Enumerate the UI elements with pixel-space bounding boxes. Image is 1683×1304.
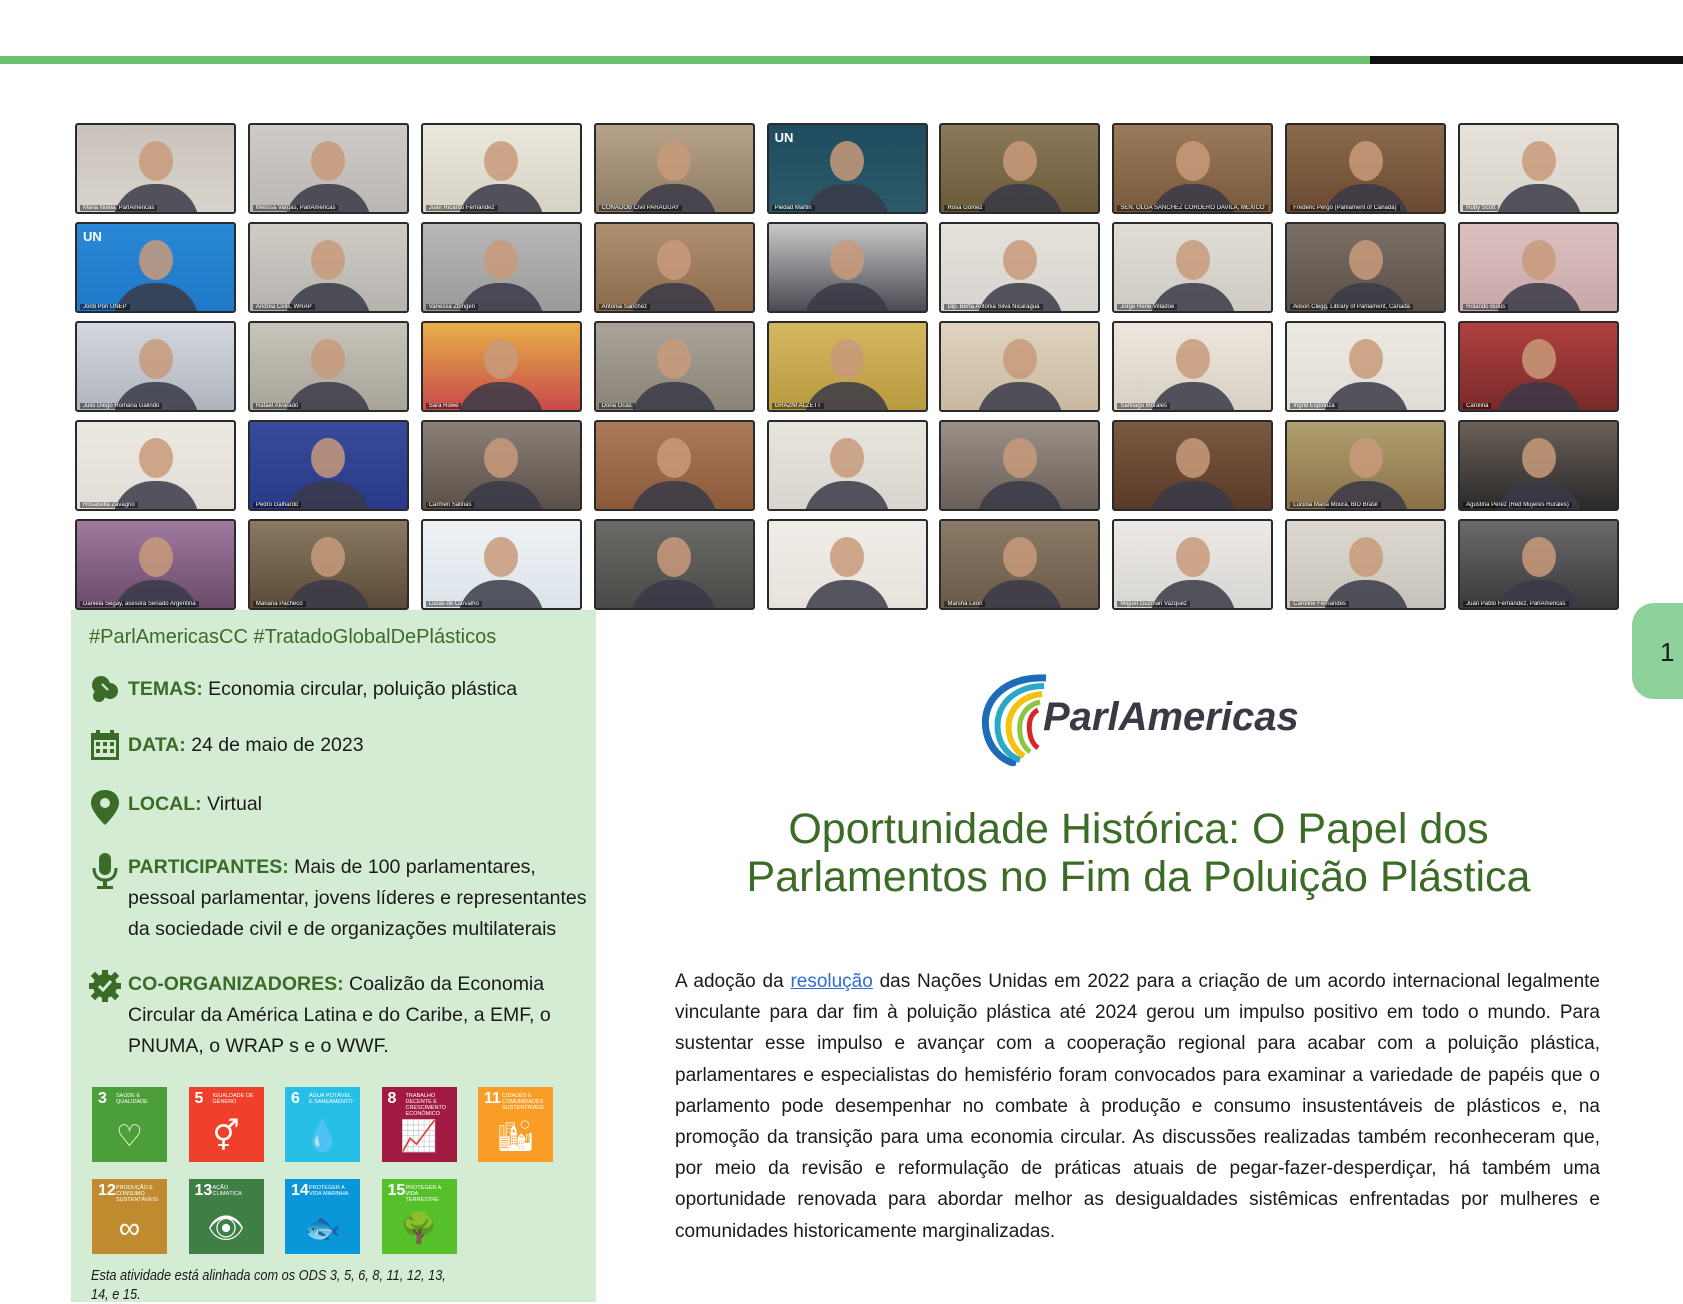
participant-face: [1349, 339, 1383, 379]
participant-video-tile: [939, 123, 1100, 214]
participant-video-tile: [594, 420, 755, 511]
participant-silhouette: [1496, 382, 1582, 412]
participant-silhouette: [631, 481, 717, 511]
participant-video-tile: [767, 321, 928, 412]
sdg-11-icon: [478, 1087, 553, 1162]
participant-video-tile: [248, 420, 409, 511]
participant-name-label: Andrea Celis, WRAP: [253, 304, 315, 310]
participant-video-tile: [248, 222, 409, 313]
participant-name-label: Maria Noela, ParlAmericas: [80, 205, 157, 211]
participant-face: [311, 438, 345, 478]
participant-video-tile: [248, 519, 409, 610]
participant-video-tile: [421, 321, 582, 412]
participant-name-label: Lucidia Maria Moura, BID Brasil: [1290, 502, 1380, 508]
data-value: 24 de maio de 2023: [191, 734, 364, 756]
un-environment-logo: UN: [774, 130, 794, 145]
participant-face: [1349, 141, 1383, 181]
participant-name-label: Jorge Rene Villadoe: [1117, 304, 1177, 310]
participant-silhouette: [804, 580, 890, 610]
sdg-8-icon: [382, 1087, 457, 1162]
participant-silhouette: [977, 481, 1063, 511]
sdg-title: PROTEGER A VIDA MARINHA: [309, 1185, 349, 1197]
participant-video-tile: [1458, 222, 1619, 313]
participant-face: [1003, 339, 1037, 379]
participant-video-tile: [1112, 222, 1273, 313]
participant-silhouette: [804, 481, 890, 511]
participant-name-label: CONADOB Civil PARAGUAY: [599, 205, 682, 211]
participant-face: [657, 438, 691, 478]
sdg-number: 15: [387, 1182, 406, 1199]
sdg-5-icon: [189, 1087, 264, 1162]
participant-silhouette: [804, 184, 890, 214]
data-label: DATA:: [128, 734, 186, 756]
sdg-number: 14: [291, 1182, 309, 1199]
participant-face: [484, 537, 518, 577]
participant-name-label: Piedad Martin: [772, 205, 815, 211]
participant-video-tile: [75, 321, 236, 412]
participant-face: [311, 537, 345, 577]
participant-face: [830, 339, 864, 379]
participant-name-label: Alison Clegg, Library of Parliament, Canada: [1290, 304, 1413, 310]
sdg-13-icon: [189, 1179, 264, 1254]
participant-video-tile: [421, 123, 582, 214]
participant-face: [484, 438, 518, 478]
article-body: [675, 966, 1600, 1247]
participant-video-tile: [1458, 123, 1619, 214]
sdg-number: 12: [98, 1182, 116, 1199]
participant-name-label: Juan Ricardo Fernández: [426, 205, 498, 211]
title-line-1: Oportunidade Histórica: O Papel dos: [788, 805, 1489, 853]
participant-face: [657, 537, 691, 577]
participant-video-tile: [1285, 123, 1446, 214]
participant-name-label: Dip. Berta Antonia Silva Nicaragua: [944, 304, 1042, 310]
participant-silhouette: [804, 283, 890, 313]
participant-face: [311, 240, 345, 280]
temas-value: Economia circular, poluição plástica: [208, 678, 518, 700]
participant-silhouette: [458, 382, 544, 412]
sdg-glyph: ⚥: [212, 1120, 240, 1153]
article-title: [680, 805, 1597, 901]
sdg-title: ÁGUA POTÁVEL E SANEAMENTO: [309, 1093, 353, 1105]
sdg-number: 11: [484, 1090, 501, 1107]
participant-name-label: Miguel Guzman Vazquez: [1117, 601, 1190, 607]
sdg-glyph: 📈: [400, 1120, 438, 1153]
resolucao-link[interactable]: resolução: [790, 971, 873, 992]
temas-label: TEMAS:: [128, 678, 203, 700]
participant-face: [657, 141, 691, 181]
participant-video-tile: [75, 222, 236, 313]
participant-face: [1003, 537, 1037, 577]
participant-face: [830, 537, 864, 577]
coorganizadores-label: CO-ORGANIZADORES:: [128, 973, 344, 995]
meeting-participants-grid: [75, 123, 1611, 610]
participant-name-label: Santiago Morales: [1117, 403, 1170, 409]
participant-video-tile: [594, 321, 755, 412]
participant-face: [1003, 438, 1037, 478]
sdg-icons-row-2: [92, 1179, 457, 1254]
hashtags: #ParlAmericasCC #TratadoGlobalDePlásticos: [89, 626, 497, 648]
participant-video-tile: [1112, 321, 1273, 412]
participant-silhouette: [977, 382, 1063, 412]
participant-face: [311, 141, 345, 181]
participant-video-tile: [767, 420, 928, 511]
local-value: Virtual: [207, 793, 262, 815]
participant-name-label: Rafael Alvarado: [253, 403, 301, 409]
participant-face: [1176, 240, 1210, 280]
participant-name-label: Vanessa Zbingen: [426, 304, 478, 310]
participant-video-tile: [1112, 123, 1273, 214]
participant-video-tile: [594, 123, 755, 214]
sdg-number: 13: [194, 1182, 213, 1199]
participant-face: [1522, 339, 1556, 379]
participant-video-tile: [75, 519, 236, 610]
participant-name-label: Sara Rowe: [426, 403, 462, 409]
participant-face: [139, 339, 173, 379]
participant-video-tile: [1285, 321, 1446, 412]
logo-wordmark: ParlAmericas: [1043, 695, 1299, 739]
participant-name-label: GRAZNI ALZETT: [772, 403, 824, 409]
participant-name-label: Ingrid Espinoza: [1290, 403, 1337, 409]
sdg-title: AÇÃO CLIMÁTICA: [212, 1185, 242, 1197]
participant-name-label: Daniela Segay, asesora Senado Argentina: [80, 601, 199, 607]
participant-face: [657, 240, 691, 280]
gear-check-icon: [88, 969, 122, 1003]
participant-silhouette: [977, 580, 1063, 610]
participant-face: [1176, 438, 1210, 478]
participant-face: [1176, 537, 1210, 577]
participant-face: [1349, 438, 1383, 478]
participant-name-label: Rosabella Zavagno: [80, 502, 138, 508]
participant-name-label: Lucas de Carvalho: [426, 601, 482, 607]
participant-video-tile: [767, 222, 928, 313]
participant-name-label: Carolina: [1463, 403, 1491, 409]
participant-video-tile: [1458, 321, 1619, 412]
participant-name-label: Melissa Vargas, ParlAmericas: [253, 205, 339, 211]
sdg-glyph: ∞: [118, 1212, 141, 1245]
participant-name-label: Carmen Salinas: [426, 502, 475, 508]
participant-name-label: Ruby Scott: [1463, 205, 1498, 211]
participant-name-label: Jordi Pon UNEP: [80, 304, 130, 310]
microphone-icon: [88, 852, 122, 890]
participant-video-tile: [1285, 519, 1446, 610]
participant-video-tile: [421, 420, 582, 511]
participant-video-tile: [939, 519, 1100, 610]
sdg-title: IGUALDADE DE GÊNERO: [212, 1093, 254, 1105]
sdg-glyph: 💧: [303, 1120, 342, 1153]
participant-video-tile: [594, 222, 755, 313]
participant-video-tile: [421, 222, 582, 313]
participant-silhouette: [977, 184, 1063, 214]
participantes-label: PARTICIPANTES:: [128, 856, 289, 878]
participantes-value: Mais de 100 parlamentares, pessoal parlamentar, jovens líderes e representantes da sociedade civil e de organizações multilaterais: [128, 856, 587, 940]
sdg-title: CIDADES E COMUNIDADES SUSTENTÁVEIS: [502, 1093, 544, 1111]
participant-video-tile: [1458, 420, 1619, 511]
sdg-title: PROTEGER A VIDA TERRESTRE: [405, 1185, 441, 1203]
participant-name-label: Mariana Pacheco: [253, 601, 306, 607]
participant-video-tile: [939, 321, 1100, 412]
participant-face: [484, 339, 518, 379]
participant-name-label: Frederic Pergo (Parliament of Canada): [1290, 205, 1399, 211]
participant-video-tile: [248, 321, 409, 412]
participant-name-label: Rolando Bulus: [1463, 304, 1508, 310]
sdg-number: 5: [194, 1090, 204, 1107]
participant-name-label: Dona Ocas: [599, 403, 635, 409]
participant-face: [311, 339, 345, 379]
participant-silhouette: [1150, 481, 1236, 511]
participant-video-tile: [1112, 519, 1273, 610]
participant-video-tile: [1285, 222, 1446, 313]
sdg-title: PRODUÇÃO E CONSUMO SUSTENTÁVEIS: [116, 1185, 158, 1203]
title-line-2: Parlamentos no Fim da Poluição Plástica: [746, 853, 1531, 901]
sdg-6-icon: [285, 1087, 360, 1162]
participant-video-tile: [248, 123, 409, 214]
participant-face: [1349, 537, 1383, 577]
sdg-footnote: Esta atividade está alinhada com os ODS 3, 5, 6, 8, 11, 12, 13, 14, e 15.: [91, 1267, 446, 1303]
sdg-glyph: ♡: [116, 1120, 143, 1153]
participant-silhouette: [631, 382, 717, 412]
sdg-3-icon: [92, 1087, 167, 1162]
local-label: LOCAL:: [128, 793, 202, 815]
participant-name-label: SEN. OLGA SANCHEZ CORDERO DAVILA, MEXICO: [1117, 205, 1267, 211]
participant-face: [139, 438, 173, 478]
participant-face: [1522, 438, 1556, 478]
participant-video-tile: [594, 519, 755, 610]
sdg-title: TRABALHO DECENTE E CRESCIMENTO ECONÔMICO: [405, 1093, 447, 1117]
location-pin-icon: [88, 788, 122, 826]
participant-silhouette: [1496, 283, 1582, 313]
body-rest: das Nações Unidas em 2022 para a criação de um acordo internacional legalmente vinculante para dar fim à poluição plástica até 2024 gerou um impulso positivo em todo o mundo. Para sustentar esse impulso e avançar com a cooperação regional para acabar com a poluição plástica, parlamentares e especialistas do hemisfério foram convocados para examinar a variedade de papéis que o parlamento pode desempenhar no combate à produção e consumo insustentáveis de plásticos e, na promoção da transição para uma economia circular. As discussões realizadas também reconheceram que, por meio da revisão e reformulação de práticas atuais de pegar-fazer-desperdiçar, há também uma oportunidade renovada para abordar melhor as desigualdades sistêmicas enfrentadas por mulheres e comunidades historicamente marginalizadas.: [675, 971, 1600, 1242]
sdg-glyph: 🏙: [496, 1120, 535, 1153]
recycle-leaf-icon: [88, 672, 122, 706]
participant-video-tile: [75, 123, 236, 214]
participant-name-label: Juan Pablo Fernández, ParlAmericas: [1463, 601, 1568, 607]
participant-face: [484, 141, 518, 181]
participant-video-tile: [1285, 420, 1446, 511]
participant-name-label: Julio Diego Romaña Galindo: [80, 403, 162, 409]
participant-silhouette: [631, 580, 717, 610]
participant-video-tile: [1112, 420, 1273, 511]
participant-name-label: Rosa Gómez: [944, 205, 985, 211]
participant-name-label: Marsha Leon: [944, 601, 985, 607]
sdg-glyph: 👁: [206, 1212, 246, 1245]
body-intro: A adoção da: [675, 971, 791, 992]
participant-face: [1003, 240, 1037, 280]
sdg-12-icon: [92, 1179, 167, 1254]
participant-face: [1003, 141, 1037, 181]
sdg-15-icon: [382, 1179, 457, 1254]
top-accent-bar-black: [1370, 56, 1683, 64]
participant-name-label: Pedro Galhardo: [253, 502, 301, 508]
sdg-number: 3: [98, 1090, 107, 1107]
participant-name-label: Antonia Sánchez: [599, 304, 650, 310]
participant-video-tile: [767, 519, 928, 610]
coorganizadores-value: Coalizão da Economia Circular da América Latina e do Caribe, a EMF, o PNUMA, o WRAP s e o WWF.: [128, 973, 551, 1057]
participant-face: [1349, 240, 1383, 280]
top-accent-bar-green: [0, 56, 1370, 64]
sdg-number: 8: [387, 1090, 397, 1107]
un-environment-logo: UN: [83, 229, 102, 244]
participant-video-tile: [1458, 519, 1619, 610]
participant-video-tile: [767, 123, 928, 214]
page-number: 1: [1660, 637, 1675, 667]
participant-video-tile: [939, 222, 1100, 313]
participant-video-tile: [421, 519, 582, 610]
participant-face: [1522, 537, 1556, 577]
participant-face: [484, 240, 518, 280]
participant-face: [830, 141, 864, 181]
calendar-icon: [88, 728, 122, 762]
sdg-glyph: 🌳: [400, 1212, 438, 1245]
participant-video-tile: [75, 420, 236, 511]
participant-face: [139, 240, 173, 280]
sdg-glyph: 🐟: [303, 1212, 342, 1245]
participant-face: [830, 438, 864, 478]
participant-face: [1176, 141, 1210, 181]
participant-face: [1522, 141, 1556, 181]
participant-face: [657, 339, 691, 379]
participant-face: [139, 141, 173, 181]
participant-face: [1176, 339, 1210, 379]
participant-name-label: Agustina Pérez (Red Mujeres Rurales): [1463, 502, 1572, 508]
participant-face: [139, 537, 173, 577]
participant-face: [1522, 240, 1556, 280]
participant-face: [830, 240, 864, 280]
sdg-14-icon: [285, 1179, 360, 1254]
sdg-title: SAÚDE E QUALIDADE: [116, 1093, 148, 1105]
sdg-number: 6: [291, 1090, 300, 1107]
participant-silhouette: [1496, 184, 1582, 214]
page-number-tab: [1632, 603, 1683, 699]
participant-name-label: Caroline Fernandes: [1290, 601, 1349, 607]
sdg-icons-row-1: [92, 1087, 553, 1162]
participant-video-tile: [939, 420, 1100, 511]
